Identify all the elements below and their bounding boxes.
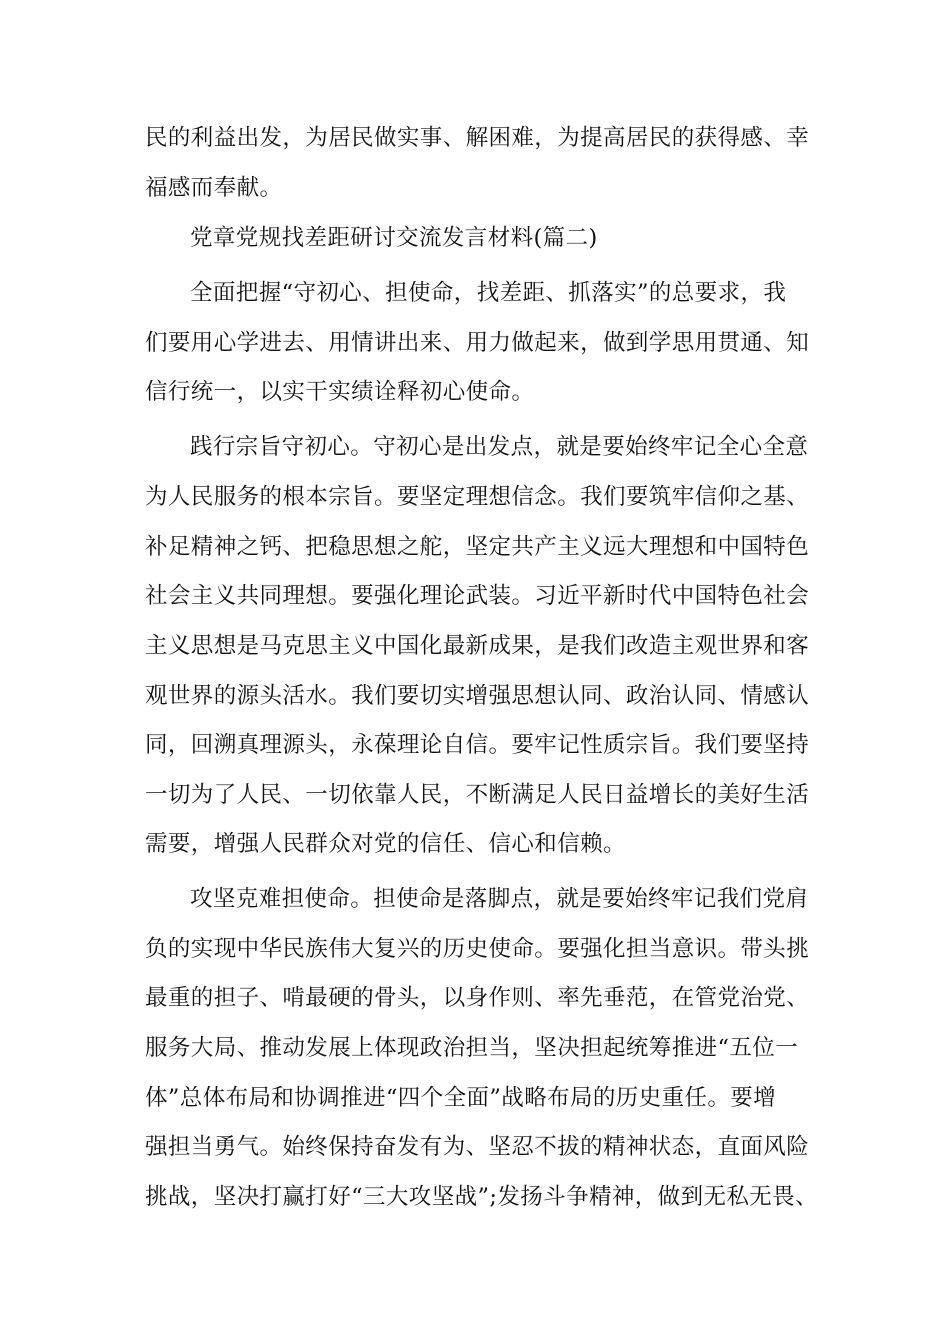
text-line: 需要，增强人民群众对党的信任、信心和信赖。 [145, 831, 626, 857]
text-line: 补足精神之钙、把稳思想之舵，坚定共产主义远大理想和中国特色 [145, 534, 810, 560]
text-line: 最重的担子、啃最硬的骨头，以身作则、率先垂范，在管党治党、 [145, 985, 810, 1011]
text-line: 体”总体布局和协调推进“四个全面”战略布局的历史重任。要增 [145, 1085, 777, 1111]
text-line: 挑战，坚决打赢打好“三大攻坚战”;发扬斗争精神，做到无私无畏、 [145, 1184, 818, 1210]
text-line: 观世界的源头活水。我们要切实增强思想认同、政治认同、情感认 [145, 683, 810, 709]
text-line: 信行统一，以实干实绩诠释初心使命。 [145, 379, 535, 405]
text-line: 同，回溯真理源头，永葆理论自信。要牢记性质宗旨。我们要坚持 [145, 732, 810, 758]
text-line: 民的利益出发，为居民做实事、解困难，为提高居民的获得感、幸 [145, 125, 810, 151]
section-title: 党章党规找差距研讨交流发言材料(篇二) [190, 225, 598, 251]
text-line: 主义思想是马克思主义中国化最新成果，是我们改造主观世界和客 [145, 633, 810, 659]
text-line: 社会主义共同理想。要强化理论武装。习近平新时代中国特色社会 [145, 583, 810, 609]
paragraph-first-line: 全面把握“守初心、担使命，找差距、抓落实”的总要求，我 [190, 280, 787, 306]
paragraph-first-line: 践行宗旨守初心。守初心是出发点，就是要始终牢记全心全意 [190, 434, 809, 460]
text-line: 服务大局、推动发展上体现政治担当，坚决担起统筹推进“五位一 [145, 1035, 799, 1061]
text-line: 强担当勇气。始终保持奋发有为、坚忍不拔的精神状态，直面风险 [145, 1134, 810, 1160]
text-line: 负的实现中华民族伟大复兴的历史使命。要强化担当意识。带头挑 [145, 936, 810, 962]
text-line: 们要用心学进去、用情讲出来、用力做起来，做到学思用贯通、知 [145, 330, 810, 356]
text-line: 为人民服务的根本宗旨。要坚定理想信念。我们要筑牢信仰之基、 [145, 484, 810, 510]
paragraph-first-line: 攻坚克难担使命。担使命是落脚点，就是要始终牢记我们党肩 [190, 886, 809, 912]
text-line: 一切为了人民、一切依靠人民，不断满足人民日益增长的美好生活 [145, 782, 810, 808]
text-line: 福感而奉献。 [145, 175, 283, 201]
